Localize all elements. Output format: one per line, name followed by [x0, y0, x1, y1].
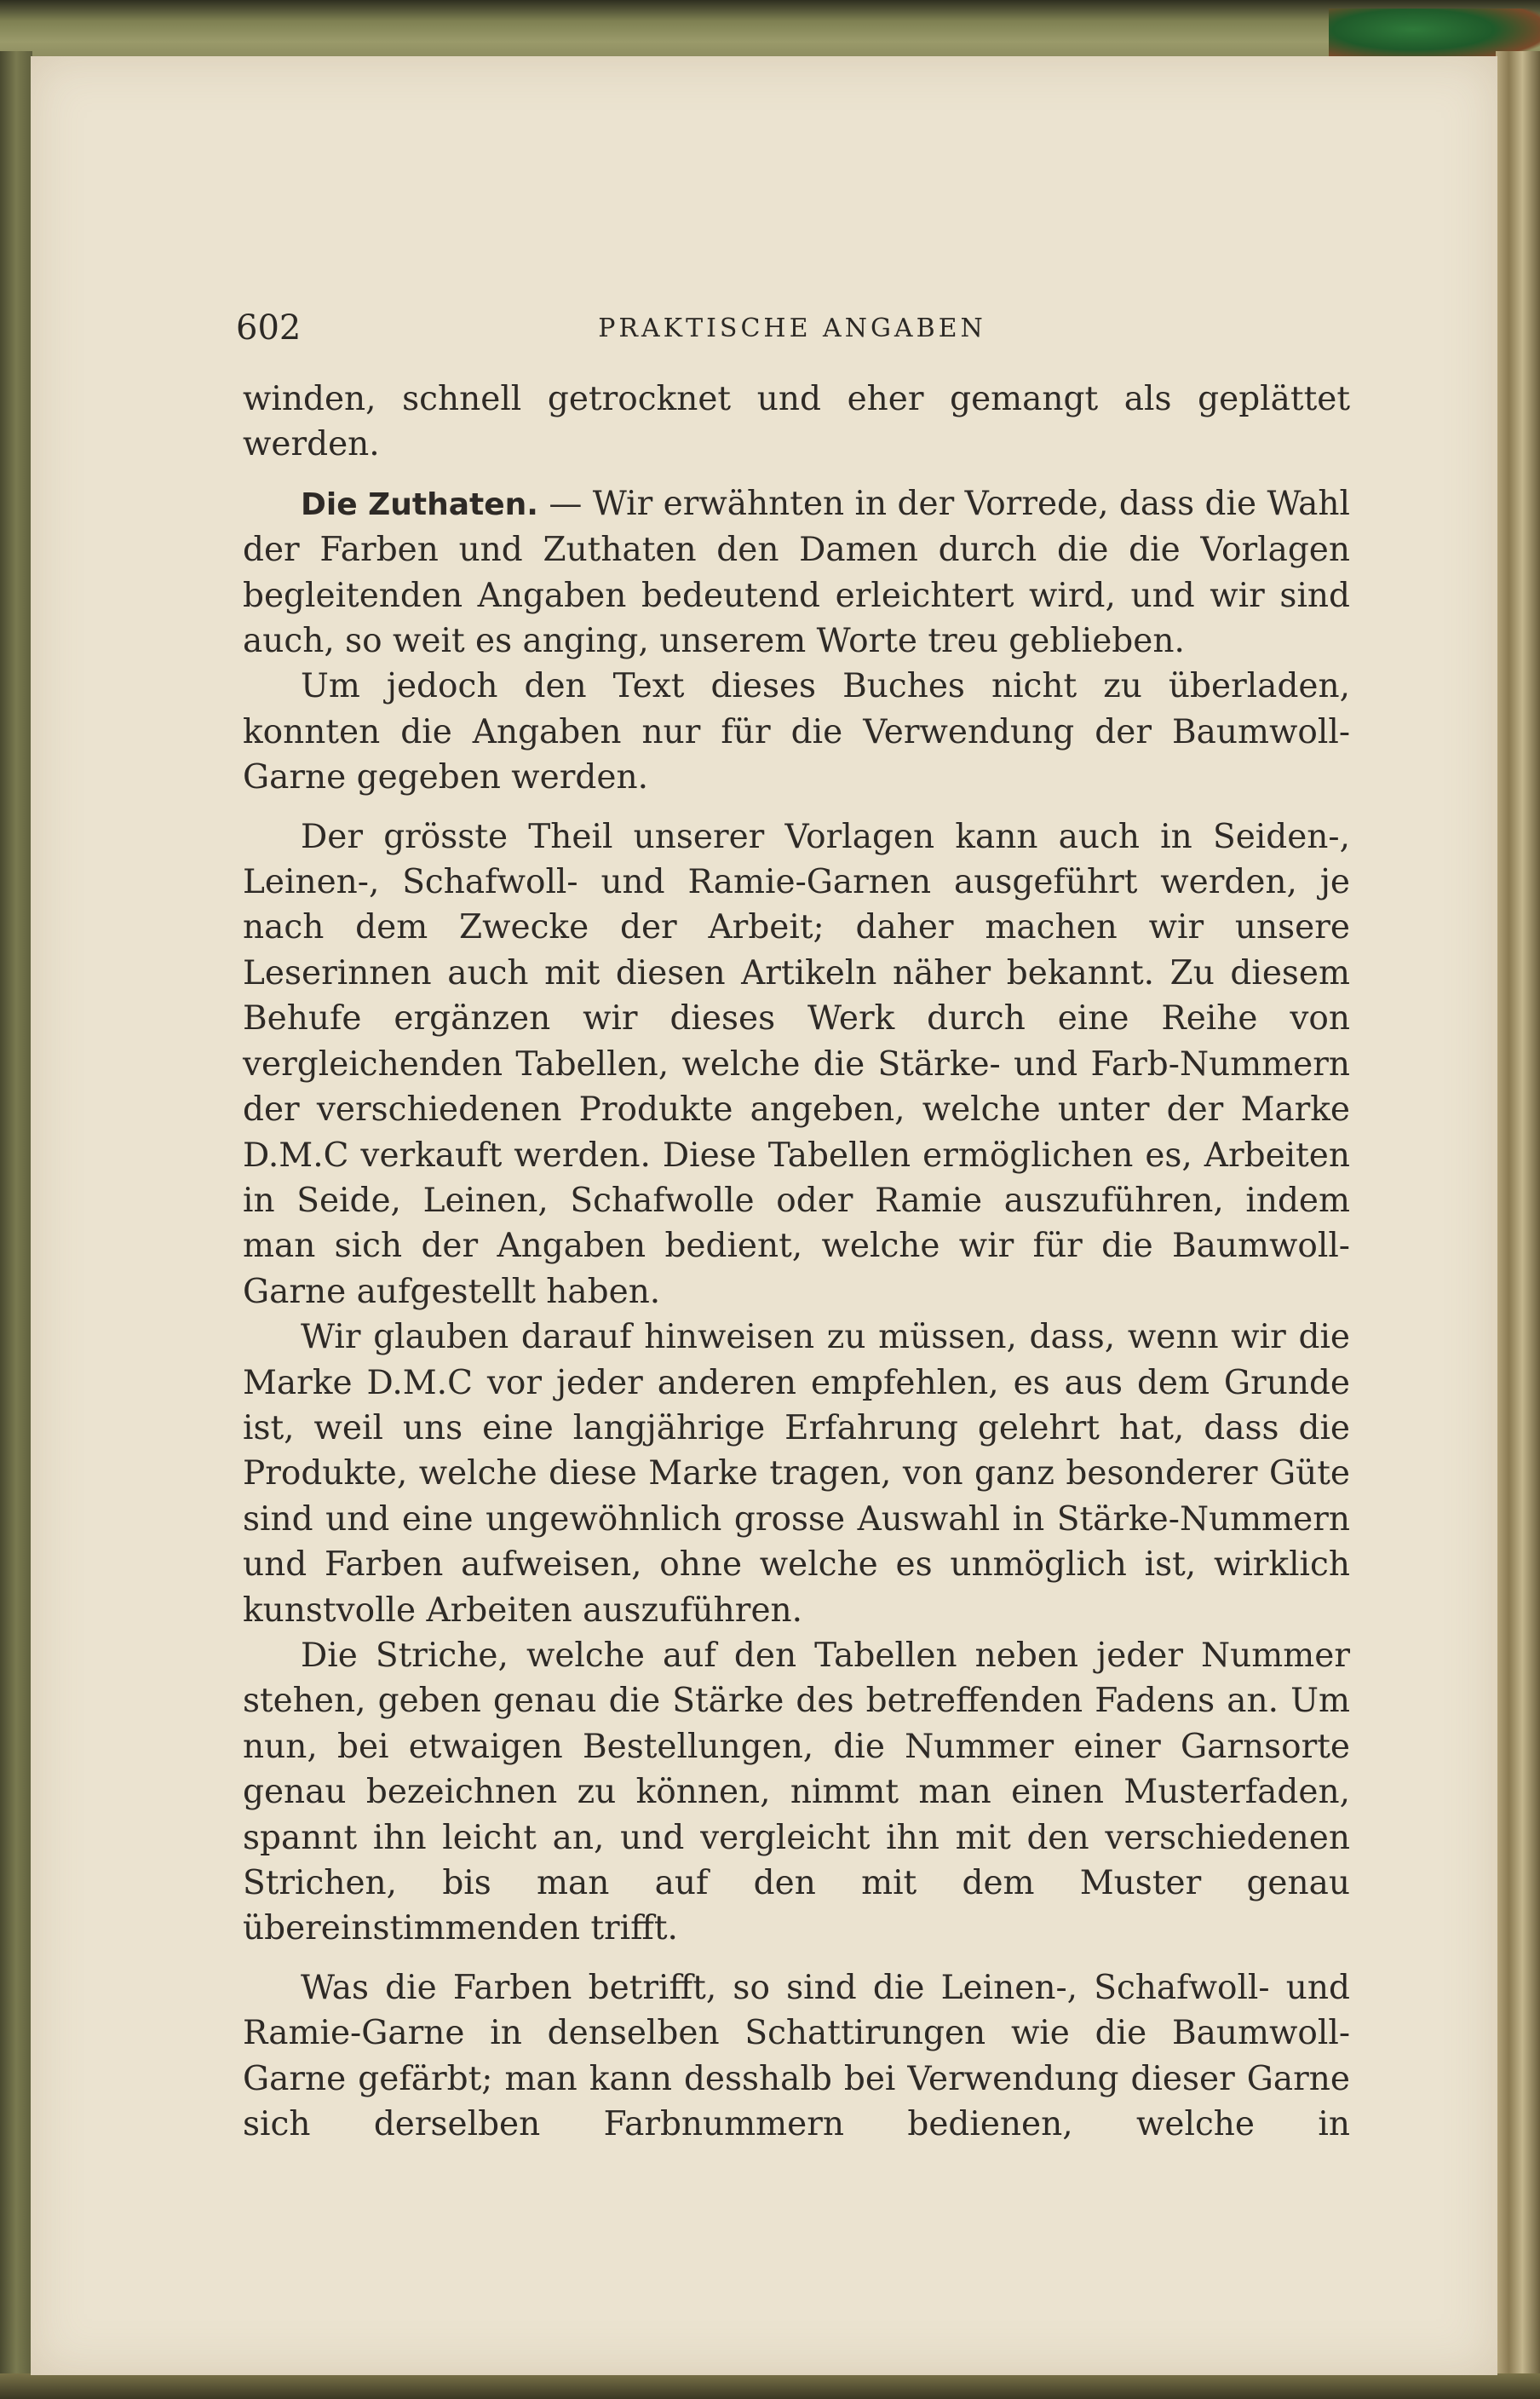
- paragraph-continuation: winden, schnell getrocknet und eher gemangt als geplättet werden.: [243, 380, 1350, 464]
- paragraph: Die Striche, welche auf den Tabellen neben jeder Nummer stehen, geben genau die Stärke des betreffenden Fadens an. Um nun, bei etwaigen Bestellungen, die Nummer einer Garnsorte genau bezeichnen zu können, nimmt man einen Musterfaden, spannt ihn leicht an, und vergleicht ihn mit den verschiedenen Strichen, bis man auf den mit dem Muster genau übereinstimmenden trifft.: [243, 1636, 1350, 1948]
- book-spine-edge: [0, 51, 32, 2399]
- section-heading: Die Zuthaten.: [301, 486, 538, 522]
- paragraph: Wir glauben darauf hinweisen zu müssen, dass, wenn wir die Marke D.M.C vor jeder anderen empfehlen, es aus dem Grunde ist, weil uns eine langjährige Erfahrung gelehrt hat, dass die Produkte, welche diese Marke tragen, von ganz besonderer Güte sind und eine ungewöhnlich grosse Auswahl in Stärke-Nummern und Farben aufweisen, ohne welche es unmöglich ist, wirklich kunstvolle Arbeiten auszuführen.: [243, 1318, 1350, 1630]
- running-title: PRAKTISCHE ANGABEN: [598, 314, 986, 343]
- paragraph: Um jedoch den Text dieses Buches nicht zu überladen, konnten die Angaben nur für die Verwendung der Baumwoll-Garne gegeben werden.: [243, 667, 1350, 797]
- paragraph: Der grösste Theil unserer Vorlagen kann auch in Seiden-, Leinen-, Schafwoll- und Ramie-Garnen ausgeführt werden, je nach dem Zwecke der Arbeit; daher machen wir unsere Leserinnen auch mit diesen Artikeln näher bekannt. Zu diesem Behufe ergänzen wir dieses Werk durch eine Reihe von vergleichenden Tabellen, welche die Stärke- und Farb-Nummern der verschiedenen Produkte angeben, welche unter der Marke D.M.C verkauft werden. Diese Tabellen ermöglichen es, Arbeiten in Seide, Leinen, Schafwolle oder Ramie auszuführen, indem man sich der Angaben bedient, welche wir für die Baumwoll-Garne aufgestellt haben.: [243, 817, 1350, 1311]
- page-stack-edge: [1496, 51, 1540, 2399]
- book-top-edge: [0, 0, 1540, 60]
- body-text: [243, 377, 1350, 2147]
- page-number: 602: [236, 308, 302, 348]
- page-header: [236, 308, 1348, 360]
- paragraph: Was die Farben betrifft, so sind die Leinen-, Schafwoll- und Ramie-Garne in denselben Schattirungen wie die Baumwoll-Garne gefärbt; man kann desshalb bei Verwendung dieser Garne sich derselben Farbnummern bedienen, welche in: [243, 1968, 1350, 2144]
- paragraph-text: — Wir erwähnten in der Vorrede, dass die Wahl der Farben und Zuthaten den Damen durch die die Vorlagen begleitenden Angaben bedeutend erleichtert wird, und wir sind auch, so weit es anging, unserem Worte treu geblieben.: [243, 484, 1350, 661]
- paragraph-zuthaten: [243, 481, 1350, 664]
- book-bottom-edge: [0, 2373, 1540, 2399]
